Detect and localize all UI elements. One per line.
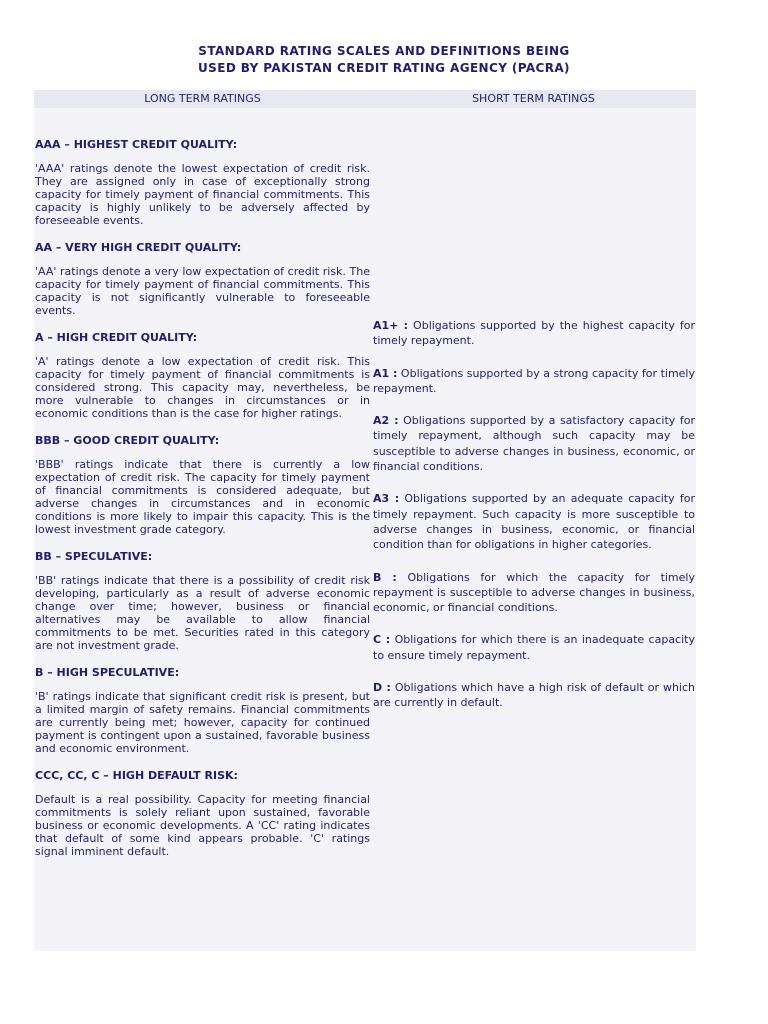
rating-description: Obligations supported by a satisfactory capacity for timely repayment, although such capacity may be susceptible to adverse changes in business, economic, or financial conditions.	[373, 414, 695, 474]
rating-code: A1+ :	[373, 319, 409, 332]
rating-heading: AA – VERY HIGH CREDIT QUALITY:	[35, 241, 242, 254]
short-rating-d	[373, 680, 695, 711]
rating-ccc-cc-c	[35, 769, 370, 858]
rating-description: 'BB' ratings indicate that there is a possibility of credit risk developing, particularly as a result of adverse economic change over time; however, business or financial alternatives may be available to allow financial commitments to be met. Securities rated in this category are not investment grade.	[35, 574, 370, 652]
rating-description: Obligations which have a high risk of default or which are currently in default.	[373, 681, 696, 710]
rating-description: 'BBB' ratings indicate that there is currently a low expectation of credit risk. The capacity for timely payment of financial commitments is considered adequate, but adverse changes in circumstances and in economic conditions is more likely to impair this capacity. This is the lowest investment grade category.	[35, 458, 370, 536]
rating-description: 'AA' ratings denote a very low expectation of credit risk. The capacity for timely payment of financial commitments. This capacity is not significantly vulnerable to foreseeable events.	[35, 265, 370, 317]
document-title	[0, 43, 768, 77]
title-line-2: USED BY PAKISTAN CREDIT RATING AGENCY (PACRA)	[198, 61, 570, 75]
short-rating-a1plus	[373, 318, 695, 349]
rating-code: C :	[373, 633, 391, 647]
short-rating-b	[373, 570, 695, 616]
rating-description: Obligations for which the capacity for timely repayment is susceptible to adverse changes in business, economic, or financial conditions.	[373, 570, 695, 615]
rating-description: Default is a real possibility. Capacity for meeting financial commitments is solely reliant upon sustained, favorable business or economic developments. A 'CC' rating indicates that default of some kind appears probable. 'C' ratings signal imminent default.	[35, 793, 370, 858]
rating-aaa	[35, 138, 370, 227]
rating-description: Obligations supported by a strong capacity for timely repayment.	[373, 366, 695, 395]
rating-a	[35, 331, 370, 420]
rating-description: 'A' ratings denote a low expectation of credit risk. This capacity for timely payment of financial commitments is considered strong. This capacity may, nevertheless, be more vulnerable to changes in circumstances or in economic conditions than is the case for higher ratings.	[35, 355, 370, 420]
rating-heading: AAA – HIGHEST CREDIT QUALITY:	[35, 138, 238, 151]
rating-bb	[35, 550, 370, 652]
short-rating-a2	[373, 413, 695, 474]
rating-description: Obligations supported by the highest capacity for timely repayment.	[373, 319, 695, 348]
rating-description: Obligations supported by an adequate capacity for timely repayment. Such capacity is more susceptible to adverse changes in business, economic, or financial condition than for obligations in higher categories.	[373, 492, 695, 552]
rating-heading: A – HIGH CREDIT QUALITY:	[35, 331, 198, 344]
rating-heading: BBB – GOOD CREDIT QUALITY:	[35, 434, 220, 447]
rating-code: A2 :	[373, 414, 399, 428]
rating-description: Obligations for which there is an inadequate capacity to ensure timely repayment.	[373, 633, 695, 662]
rating-heading: B – HIGH SPECULATIVE:	[35, 666, 180, 679]
rating-code: D :	[373, 681, 391, 695]
long-term-column	[35, 138, 370, 872]
short-term-header: SHORT TERM RATINGS	[371, 90, 696, 108]
rating-description: 'B' ratings indicate that significant credit risk is present, but a limited margin of safety remains. Financial commitments are currently being met; however, capacity for continued payment is contingent upon a sustained, favorable business and economic environment.	[35, 690, 370, 755]
rating-code: B :	[373, 570, 397, 584]
long-term-header: LONG TERM RATINGS	[34, 90, 371, 108]
rating-code: A3 :	[373, 492, 400, 506]
title-line-1: STANDARD RATING SCALES AND DEFINITIONS BEING	[198, 44, 570, 58]
rating-code: A1 :	[373, 366, 398, 380]
short-rating-a1	[373, 366, 695, 397]
rating-heading: BB – SPECULATIVE:	[35, 550, 153, 563]
rating-heading: CCC, CC, C – HIGH DEFAULT RISK:	[35, 769, 238, 782]
rating-b	[35, 666, 370, 755]
short-rating-c	[373, 632, 695, 663]
short-term-column	[373, 318, 695, 728]
short-rating-a3	[373, 491, 695, 552]
rating-bbb	[35, 434, 370, 536]
rating-description: 'AAA' ratings denote the lowest expectation of credit risk. They are assigned only in case of exceptionally strong capacity for timely payment of financial commitments. This capacity is highly unlikely to be adversely affected by foreseeable events.	[35, 162, 370, 227]
rating-aa	[35, 241, 370, 317]
